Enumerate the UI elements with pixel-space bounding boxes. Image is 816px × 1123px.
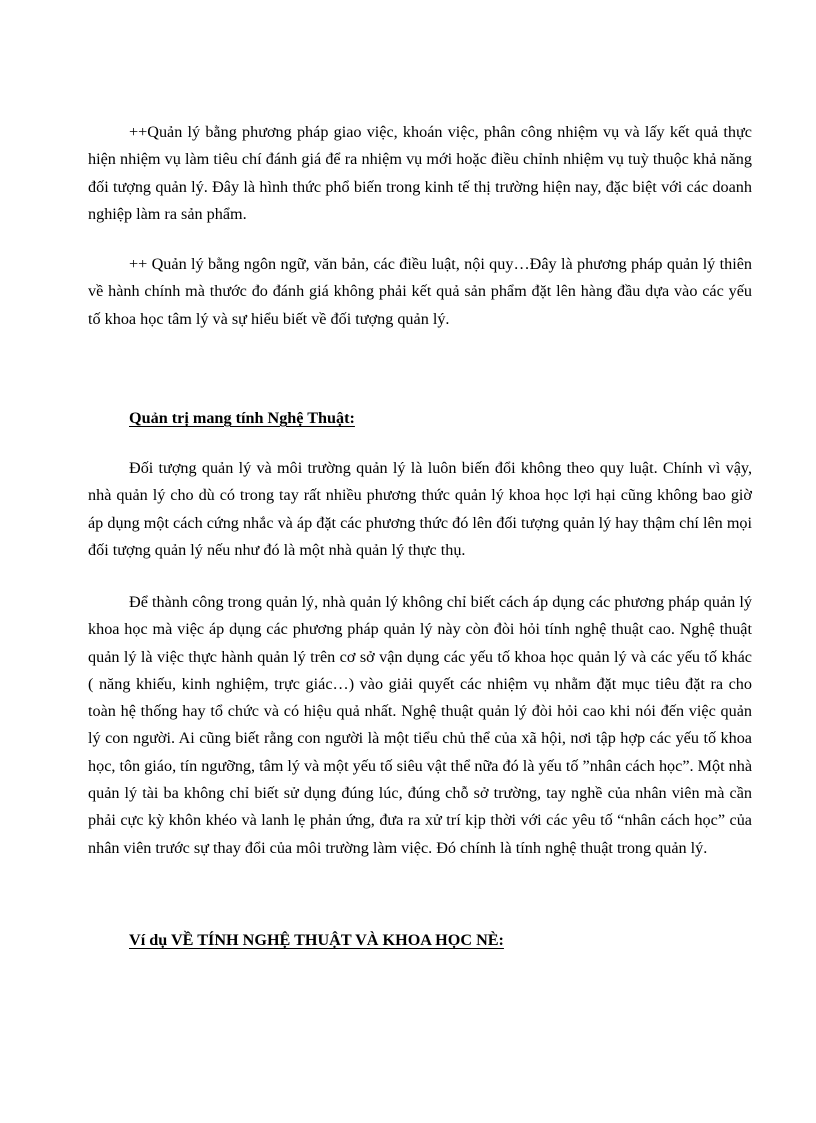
paragraph-method-language xyxy=(88,251,752,333)
paragraph-text: ++ Quản lý bằng ngôn ngữ, văn bản, các điều luật, nội quy…Đây là phương pháp quản lý thiên về hành chính mà thước đo đánh giá không phải kết quả sản phẩm đặt lên hàng đầu dựa vào các yếu tố khoa học tâm lý và sự hiểu biết về đối tượng quản lý. xyxy=(88,255,752,328)
paragraph-changing-environment xyxy=(88,455,752,564)
paragraph-text: ++Quản lý bằng phương pháp giao việc, khoán việc, phân công nhiệm vụ và lấy kết quả thực hiện nhiệm vụ làm tiêu chí đánh giá để ra nhiệm vụ mới hoặc điều chỉnh nhiệm vụ tuỳ thuộc khả năng đối tượng quản lý. Đây là hình thức phổ biến trong kinh tế thị trường hiện nay, đặc biệt với các doanh nghiệp làm ra sản phẩm. xyxy=(88,123,752,223)
heading-art-of-management: Quản trị mang tính Nghệ Thuật: xyxy=(129,409,355,427)
heading-example: Ví dụ VỀ TÍNH NGHỆ THUẬT VÀ KHOA HỌC NÈ: xyxy=(129,931,504,949)
paragraph-text: Đối tượng quản lý và môi trường quản lý là luôn biến đổi không theo quy luật. Chính vì vậy, nhà quản lý cho dù có trong tay rất nhiều phương thức quản lý khoa học lợi hại cũng không bao giờ áp dụng một cách cứng nhắc và áp đặt các phương thức đó lên đối tượng quản lý hay thậm chí lên mọi đối tượng quản lý nếu như đó là một nhà quản lý thực thụ. xyxy=(88,459,752,559)
paragraph-text: Để thành công trong quản lý, nhà quản lý không chỉ biết cách áp dụng các phương pháp quản lý khoa học mà việc áp dụng các phương pháp quản lý này còn đòi hỏi tính nghệ thuật cao. Nghệ thuật quản lý là việc thực hành quản lý trên cơ sở vận dụng các yếu tố khoa học quản lý và các yếu tố khác ( năng khiếu, kinh nghiệm, trực giác…) vào giải quyết các nhiệm vụ nhằm đặt mục tiêu đặt ra cho toàn hệ thống hay tổ chức và có hiệu quả nhất. Nghệ thuật quản lý đòi hỏi cao khi nói đến việc quản lý con người. Ai cũng biết rằng con người là một tiểu chủ thể của xã hội, nơi tập hợp các yếu tố khoa học, tôn giáo, tín ngưỡng, tâm lý và một yếu tố siêu vật thể nữa đó là yếu tố ”nhân cách học”. Một nhà quản lý tài ba không chỉ biết sử dụng đúng lúc, đúng chỗ sở trường, tay nghề của nhân viên mà cần phải cực kỳ khôn khéo và lanh lẹ phản ứng, đưa ra xử trí kịp thời với các yêu tố “nhân cách học” của nhân viên trước sự thay đổi của môi trường làm việc. Đó chính là tính nghệ thuật trong quản lý. xyxy=(88,593,753,857)
paragraph-method-assignment xyxy=(88,119,752,228)
paragraph-art-explanation xyxy=(88,589,752,862)
